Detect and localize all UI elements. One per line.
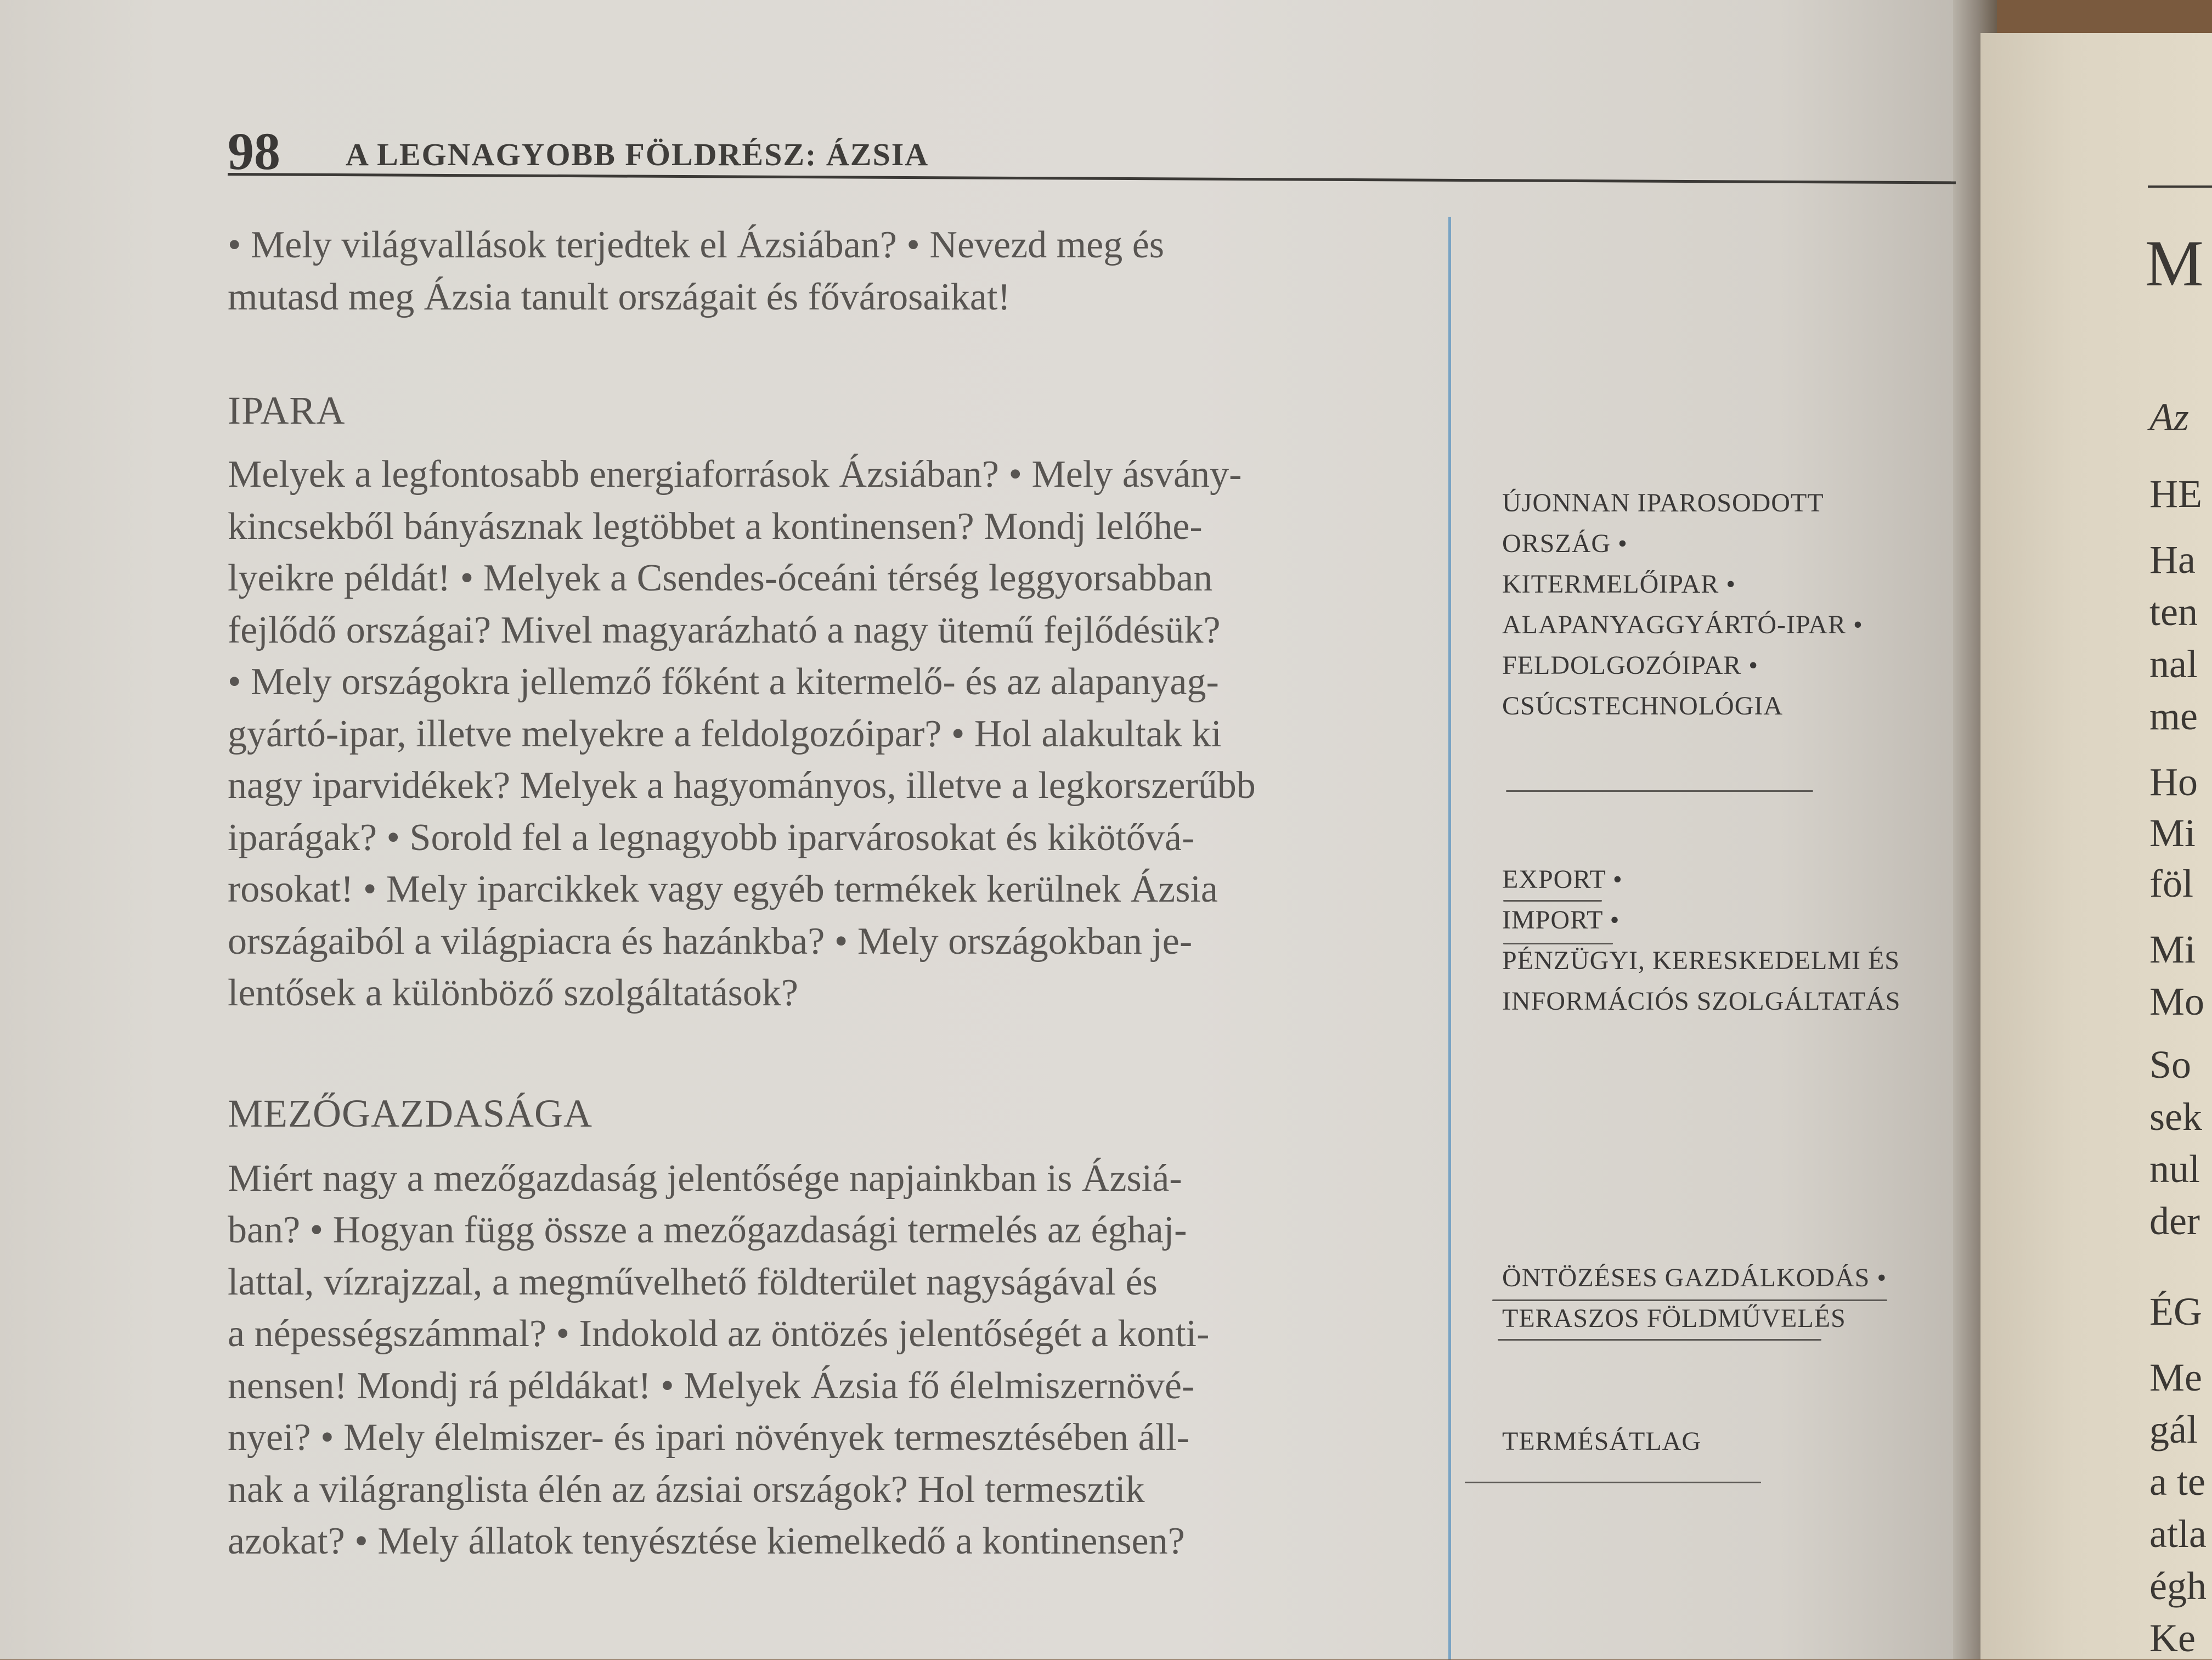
keyword: ORSZÁG • — [1502, 529, 1628, 558]
keyword: ALAPANYAGGYÁRTÓ-IPAR • — [1502, 610, 1863, 639]
keyword: TERMÉSÁTLAG — [1502, 1427, 1701, 1456]
text-line: országaiból a világpiacra és hazánkba? • Mely országokban je- — [228, 920, 1193, 963]
keyword: IMPORT • — [1502, 905, 1620, 935]
text-line: kincsekből bányásznak legtöbbet a kontinensen? Mondj lelőhe- — [228, 505, 1203, 548]
right-page-rule — [2148, 185, 2212, 188]
keyword: CSÚCSTECHNOLÓGIA — [1502, 691, 1784, 721]
intro-paragraph — [228, 220, 1413, 323]
text-line: rosokat! • Mely iparcikkek vagy egyéb termékek kerülnek Ázsia — [228, 868, 1218, 910]
right-page-fragment: föl — [2149, 862, 2193, 905]
right-page-fragment: égh — [2149, 1564, 2207, 1608]
text-line: Melyek a legfontosabb energiaforrások Ázsiában? • Mely ásvány- — [228, 453, 1242, 496]
right-page-fragment: nul — [2149, 1147, 2200, 1191]
right-page-fragment: der — [2149, 1199, 2200, 1243]
text-line: nyei? • Mely élelmiszer- és ipari növények termesztésében áll- — [228, 1416, 1189, 1459]
sidebar-keywords-yield — [1502, 1421, 1968, 1462]
right-page-fragment: sek — [2149, 1095, 2202, 1139]
right-page-fragment: M — [2145, 227, 2204, 300]
right-page-fragment: Ke — [2149, 1616, 2196, 1660]
text-line: fejlődő országai? Mivel magyarázható a nagy ütemű fejlődésük? — [228, 609, 1221, 651]
text-line: lyeikre példát! • Melyek a Csendes-óceáni térség leggyorsabban — [228, 557, 1213, 599]
section-ipara-paragraph — [228, 449, 1413, 1020]
keyword: FELDOLGOZÓIPAR • — [1502, 651, 1759, 680]
main-column — [228, 220, 1413, 1568]
text-line: ban? • Hogyan függ össze a mezőgazdasági termelés az éghaj- — [228, 1209, 1187, 1251]
keyword: TERASZOS FÖLDMŰVELÉS — [1502, 1304, 1846, 1333]
text-line: • Mely országokra jellemző főként a kitermelő- és az alapanyag- — [228, 661, 1219, 703]
right-page-fragment: Me — [2149, 1355, 2202, 1399]
section-mezogazdasaga-paragraph — [228, 1153, 1413, 1568]
section-heading-ipara: IPARA — [228, 389, 346, 432]
text-line: a népességszámmal? • Indokold az öntözés jelentőségét a konti- — [228, 1313, 1210, 1355]
text-line: azokat? • Mely állatok tenyésztése kiemelkedő a kontinensen? — [228, 1520, 1185, 1562]
right-page-fragment: Ho — [2149, 760, 2198, 804]
right-page-fragment: Ha — [2149, 538, 2196, 582]
text-line: mutasd meg Ázsia tanult országait és fővárosaikat! — [228, 275, 1011, 318]
text-line: iparágak? • Sorold fel a legnagyobb iparvárosokat és kikötővá- — [228, 816, 1195, 859]
right-page-fragment: a te — [2149, 1460, 2205, 1504]
pen-underline — [1503, 900, 1602, 902]
right-page-fragment: Mo — [2149, 980, 2205, 1023]
right-page-fragment: me — [2149, 694, 2198, 738]
text-line: lentősek a különböző szolgáltatások? — [228, 972, 798, 1014]
keyword: KITERMELŐIPAR • — [1502, 570, 1736, 599]
right-page-fragment: gál — [2149, 1408, 2198, 1451]
pen-underline — [1503, 943, 1613, 944]
pen-underline — [1498, 1339, 1821, 1341]
right-page-fragment: Mi — [2149, 927, 2196, 971]
page-header — [228, 115, 1956, 181]
text-line: Miért nagy a mezőgazdaság jelentősége napjainkban is Ázsiá- — [228, 1157, 1182, 1200]
keyword: PÉNZÜGYI, KERESKEDELMI ÉS — [1502, 946, 1900, 975]
text-line: lattal, vízrajzzal, a megművelhető földterület nagyságával és — [228, 1261, 1158, 1303]
sidebar-keywords-agriculture — [1502, 1258, 1968, 1339]
right-page-fragment: ten — [2149, 590, 2198, 634]
pen-underline — [1506, 790, 1813, 792]
keyword: EXPORT • — [1502, 865, 1623, 894]
text-line: nak a világranglista élén az ázsiai országok? Hol termesztik — [228, 1468, 1145, 1511]
keyword: INFORMÁCIÓS SZOLGÁLTATÁS — [1502, 987, 1901, 1016]
sidebar-keywords-trade — [1502, 859, 1968, 1022]
keyword: ÚJONNAN IPAROSODOTT — [1502, 488, 1824, 517]
right-page-fragment: Az — [2149, 395, 2189, 439]
right-page-fragment: atla — [2149, 1512, 2207, 1556]
sidebar-keywords-industry — [1502, 483, 1968, 727]
pen-underline — [1465, 1482, 1761, 1483]
text-line: nagy iparvidékek? Melyek a hagyományos, illetve a legkorszerűbb — [228, 764, 1256, 807]
pen-underline — [1492, 1299, 1887, 1301]
right-page-fragment: nal — [2149, 642, 2198, 686]
right-page-fragment: Mi — [2149, 811, 2196, 855]
page-number: 98 — [228, 122, 280, 181]
keyword: ÖNTÖZÉSES GAZDÁLKODÁS • — [1502, 1263, 1887, 1292]
right-page-fragment: So — [2149, 1043, 2192, 1087]
right-page-fragment: HE — [2149, 472, 2202, 516]
column-divider — [1448, 217, 1451, 1659]
text-line: • Mely világvallások terjedtek el Ázsiában? • Nevezd meg és — [228, 224, 1165, 266]
text-line: nensen! Mondj rá példákat! • Melyek Ázsia fő élelmiszernövé- — [228, 1364, 1195, 1407]
running-head: A LEGNAGYOBB FÖLDRÉSZ: ÁZSIA — [346, 137, 929, 172]
right-page-fragment: ÉG — [2149, 1290, 2202, 1333]
section-heading-mezogazdasaga: MEZŐGAZDASÁGA — [228, 1091, 592, 1135]
text-line: gyártó-ipar, illetve melyekre a feldolgozóipar? • Hol alakultak ki — [228, 712, 1222, 755]
